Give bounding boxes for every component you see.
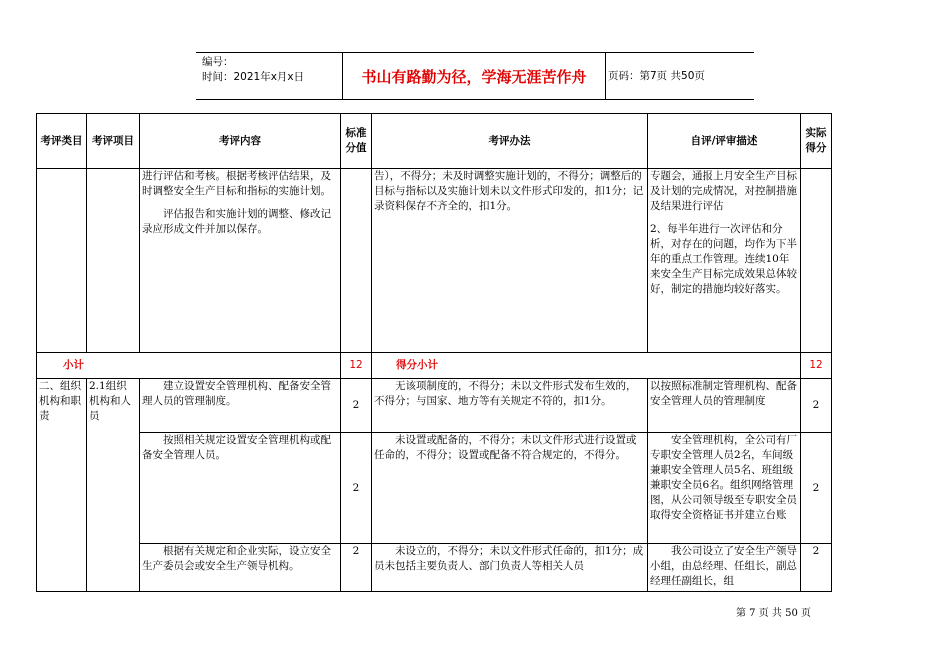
page-header [196, 52, 754, 100]
content-cell: 按照相关规定设置安全管理机构或配备安全管理人员。 [140, 433, 341, 544]
subtotal-standard: 12 [341, 353, 372, 379]
header-item: 考评项目 [87, 114, 140, 169]
header-method: 考评办法 [372, 114, 648, 169]
header-meta [202, 55, 304, 85]
review-paragraph: 2、每半年进行一次评估和分析，对存在的问题，均作为下半年的重点工作管理。连续10年来安全生产目标完成效果总体较好，制定的措施均较好落实。 [650, 223, 797, 295]
category-cell: 二、组织机构和职责 [37, 379, 87, 592]
content-paragraph: 评估报告和实施计划的调整、修改记录应形成文件并加以保存。 [142, 208, 331, 235]
review-cell: 安全管理机构，全公司有厂专职安全管理人员2名，车间级兼职安全管理人员5名、班组级兼职安全员6名。组织网络管理图，从公司领导级至专职安全员取得安全资格证书并建立台账 [648, 433, 801, 544]
standard-cell: 2 [341, 544, 372, 592]
subtotal-row [37, 353, 832, 379]
method-cell: 未设立的，不得分；未以文件形式任命的，扣1分；成员未包括主要负责人、部门负责人等相关人员 [372, 544, 648, 592]
table-row [37, 433, 832, 544]
header-review: 自评/评审描述 [648, 114, 801, 169]
method-cell: 无该项制度的，不得分；未以文件形式发布生效的，不得分；与国家、地方等有关规定不符的，扣1分。 [372, 379, 648, 433]
actual-cell: 2 [801, 544, 832, 592]
standard-cell: 2 [341, 379, 372, 433]
table-row [37, 544, 832, 592]
header-actual: 实际得分 [801, 114, 832, 169]
item-cell: 2.1组织机构和人员 [87, 379, 140, 592]
header-page-label: 页码：第7页 共50页 [608, 70, 705, 82]
actual-cell: 2 [801, 379, 832, 433]
subtotal-score-label: 得分小计 [372, 353, 801, 379]
header-standard: 标准分值 [341, 114, 372, 169]
method-cell: 告），不得分；未及时调整实施计划的，不得分；调整后的目标与指标以及实施计划未以文件形式印发的，扣1分；记录资料保存不齐全的，扣1分。 [372, 169, 648, 353]
time-label: 时间：2021年x月x日 [202, 71, 305, 83]
header-category: 考评类目 [37, 114, 87, 169]
review-cell: 以按照标准制定管理机构、配备安全管理人员的管理制度 [648, 379, 801, 433]
subtotal-actual: 12 [801, 353, 832, 379]
review-paragraph: 专题会，通报上月安全生产目标及计划的完成情况，对控制措施及结果进行评估 [650, 170, 797, 212]
header-content: 考评内容 [140, 114, 341, 169]
content-cell: 根据有关规定和企业实际，设立安全生产委员会或安全生产领导机构。 [140, 544, 341, 592]
header-motto: 书山有路勤为径，学海无涯苦作舟 [342, 53, 606, 99]
subtotal-label: 小计 [37, 353, 341, 379]
content-cell: 建立设置安全管理机构、配备安全管理人员的管理制度。 [140, 379, 341, 433]
method-cell: 未设置或配备的，不得分；未以文件形式进行设置或任命的，不得分；设置或配备不符合规定的，不得分。 [372, 433, 648, 544]
review-cell [648, 169, 801, 353]
table-row [37, 379, 832, 433]
evaluation-table [36, 113, 832, 592]
page-footer: 第 7 页 共 50 页 [736, 608, 811, 619]
number-label: 编号： [202, 56, 234, 68]
actual-cell: 2 [801, 433, 832, 544]
content-cell [140, 169, 341, 353]
standard-cell: 2 [341, 433, 372, 544]
review-cell: 我公司设立了安全生产领导小组，由总经理、任组长，副总经理任副组长，组 [648, 544, 801, 592]
content-paragraph: 进行评估和考核。根据考核评估结果，及时调整安全生产目标和指标的实施计划。 [142, 170, 331, 197]
table-row [37, 169, 832, 353]
table-header-row [37, 114, 832, 169]
